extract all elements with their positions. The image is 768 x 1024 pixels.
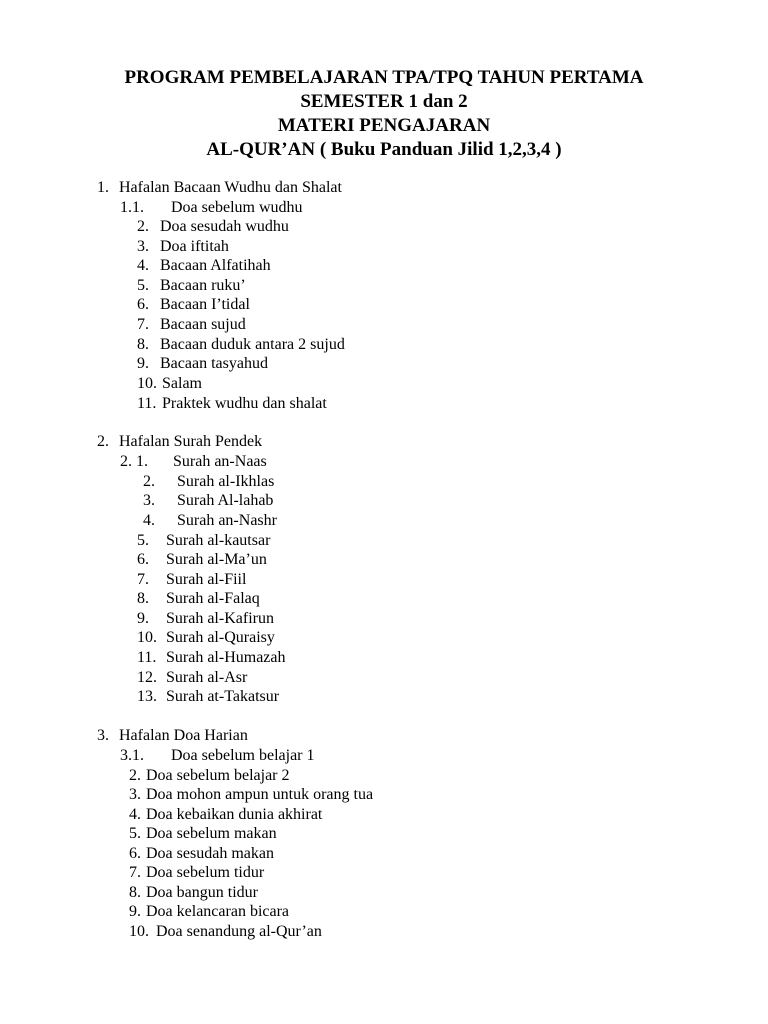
item-text: Surah al-Fiil [166,571,247,588]
section-title: Hafalan Doa Harian [119,727,248,744]
item-number: 5. [137,277,149,294]
item-number: 5. [137,532,149,549]
item-text: Doa sebelum belajar 1 [171,747,315,764]
item-number: 11. [137,649,157,666]
item-number: 2. [129,767,141,784]
item-number: 2. [143,473,155,490]
item-number: 8. [137,590,149,607]
section-title: Hafalan Surah Pendek [119,433,263,450]
item-number: 12. [137,669,157,686]
item-number: 9. [137,355,149,372]
item-text: Doa sebelum makan [146,825,277,842]
item-number: 3.1. [120,747,144,764]
item-number: 7. [137,316,149,333]
section-number: 1. [97,179,109,196]
title-line-1: PROGRAM PEMBELAJARAN TPA/TPQ TAHUN PERTAMA [124,67,644,88]
item-text: Bacaan duduk antara 2 sujud [160,336,345,353]
title-line-3: MATERI PENGAJARAN [277,115,491,136]
item-text: Doa sesudah makan [146,845,274,862]
item-text: Surah an-Naas [173,453,267,470]
item-number: 3. [129,786,141,803]
item-text: Doa mohon ampun untuk orang tua [146,786,374,803]
item-number: 13. [137,688,157,705]
item-number: 3. [137,238,149,255]
item-text: Bacaan Alfatihah [160,257,271,274]
item-text: Surah al-Humazah [166,649,286,666]
item-number: 5. [129,825,141,842]
item-text: Surah al-Asr [166,669,248,686]
item-text: Surah Al-lahab [177,492,274,509]
item-text: Bacaan I’tidal [160,296,250,313]
section-number: 3. [97,727,109,744]
item-text: Surah al-kautsar [166,532,271,549]
item-text: Doa sebelum belajar 2 [146,767,290,784]
item-text: Doa kebaikan dunia akhirat [146,806,323,823]
item-number: 10. [129,923,149,940]
item-text: Surah al-Ma’un [166,551,267,568]
item-number: 3. [143,492,155,509]
item-number: 2. 1. [120,453,148,470]
item-text: Surah al-Falaq [166,590,260,607]
item-number: 11. [137,395,157,412]
item-text: Surah al-Quraisy [166,629,275,646]
item-number: 6. [129,845,141,862]
item-text: Salam [162,375,202,392]
item-number: 1.1. [120,199,144,216]
item-text: Surah al-Ikhlas [177,473,275,490]
item-text: Bacaan tasyahud [160,355,268,372]
item-number: 6. [137,296,149,313]
item-number: 4. [129,806,141,823]
item-number: 10. [137,629,157,646]
item-number: 4. [143,512,155,529]
item-number: 8. [129,884,141,901]
section-number: 2. [97,433,109,450]
item-text: Doa sebelum wudhu [171,199,303,216]
item-text: Doa bangun tidur [146,884,258,901]
item-text: Doa sesudah wudhu [160,218,289,235]
item-number: 8. [137,336,149,353]
item-number: 9. [129,903,141,920]
item-text: Surah at-Takatsur [166,688,280,705]
item-text: Bacaan sujud [160,316,246,333]
item-number: 2. [137,218,149,235]
item-text: Bacaan ruku’ [160,277,246,294]
item-number: 6. [137,551,149,568]
item-text: Praktek wudhu dan shalat [162,395,327,412]
title-line-4: AL-QUR’AN ( Buku Panduan Jilid 1,2,3,4 ) [206,139,562,160]
document-title [0,66,768,162]
item-text: Doa sebelum tidur [146,864,265,881]
item-text: Doa iftitah [160,238,229,255]
section-title: Hafalan Bacaan Wudhu dan Shalat [119,179,342,196]
item-number: 4. [137,257,149,274]
item-number: 10. [137,375,157,392]
item-number: 7. [137,571,149,588]
item-text: Surah al-Kafirun [166,610,274,627]
item-text: Surah an-Nashr [177,512,277,529]
title-line-2: SEMESTER 1 dan 2 [300,91,468,112]
item-number: 9. [137,610,149,627]
item-text: Doa kelancaran bicara [146,903,290,920]
item-number: 7. [129,864,141,881]
item-text: Doa senandung al-Qur’an [156,923,322,940]
